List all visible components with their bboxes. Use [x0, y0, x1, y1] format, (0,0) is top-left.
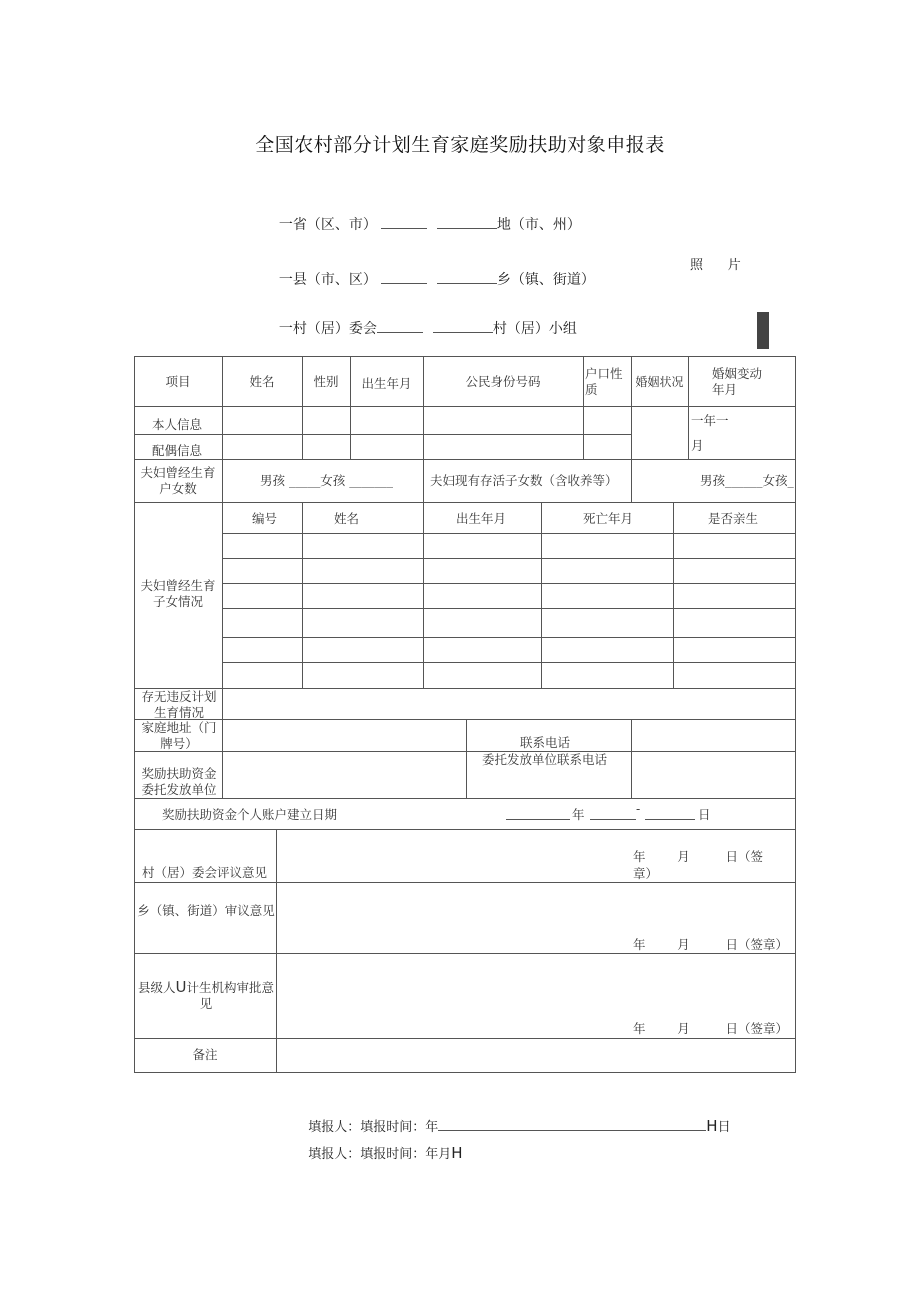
- children-born-label: 夫妇曾经生育户女数: [140, 465, 216, 496]
- account-date-label: 奖励扶助资金个人账户建立日期: [162, 807, 338, 822]
- account-day: 日: [698, 807, 711, 822]
- account-year: 年: [572, 807, 585, 822]
- county-label-u: U: [175, 978, 187, 996]
- footer-1-prefix: 填报人：填报时间：年: [308, 1120, 439, 1135]
- township-review-label: 乡（镇、街道）审议意见: [137, 903, 275, 918]
- spouse-info-label: 配偶信息: [152, 443, 203, 458]
- col-header-birth: 出生年月: [361, 376, 412, 391]
- province-line: [270, 198, 581, 234]
- col-header-item: 项目: [165, 374, 191, 389]
- marital-change-month: 月: [691, 438, 704, 453]
- village-date-2: 章）: [633, 866, 659, 881]
- col-header-marital-change: 婚姻变动年月: [712, 366, 763, 397]
- village-blank[interactable]: [377, 319, 423, 333]
- footer-1-blank[interactable]: [438, 1117, 706, 1131]
- child-col-name: 姓名: [334, 511, 360, 526]
- group-blank[interactable]: [433, 319, 493, 333]
- township-label: 乡（镇、街道）: [496, 272, 595, 288]
- child-col-birth: 出生年月: [456, 511, 507, 526]
- living-children-label: 夫妇现有存活子女数（含收养等）: [430, 473, 618, 488]
- county-blank[interactable]: [381, 270, 427, 284]
- boys-girls-born: 男孩 _____女孩 _______: [260, 473, 393, 488]
- county-approval-label: [137, 979, 275, 1012]
- page-title: 全国农村部分计划生育家庭奖励扶助对象申报表: [255, 134, 665, 156]
- province-blank[interactable]: [381, 215, 427, 229]
- county-line: [270, 253, 595, 289]
- payout-unit-label: 奖励扶助资金委托发放单位: [141, 766, 217, 797]
- prefecture-label: 地（市、州）: [496, 217, 581, 233]
- account-day-blank[interactable]: [645, 806, 695, 820]
- child-col-biological: 是否亲生: [708, 511, 759, 526]
- boys-girls-living: 男孩______女孩_: [700, 473, 794, 488]
- col-header-gender: 性别: [313, 374, 339, 389]
- village-line: [270, 302, 577, 338]
- col-header-name: 姓名: [249, 374, 275, 389]
- phone-label: 联系电话: [520, 735, 571, 750]
- child-col-num: 编号: [252, 511, 278, 526]
- account-dash: -: [636, 801, 641, 816]
- marital-change-year: 一年一: [691, 413, 729, 428]
- county-label: 一县（市、区）: [278, 272, 377, 288]
- account-year-blank[interactable]: [506, 806, 570, 820]
- violation-label: 存无违反计划生育情况: [141, 689, 217, 720]
- footer-1-h: H: [706, 1117, 718, 1135]
- col-header-id: 公民身份号码: [465, 374, 541, 389]
- photo-placeholder: [757, 312, 769, 349]
- account-month-blank[interactable]: [590, 806, 636, 820]
- county-date: 年 月 日（签章）: [633, 1021, 789, 1036]
- footer-line-2: [300, 1128, 463, 1162]
- self-info-label: 本人信息: [152, 417, 203, 432]
- col-header-marital: 婚姻状况: [635, 375, 684, 389]
- village-date: 年 月 日（签: [633, 849, 764, 864]
- group-label: 村（居）小组: [492, 321, 577, 337]
- village-review-label: 村（居）委会评议意见: [142, 865, 268, 880]
- col-header-hukou: 户口性质: [585, 366, 623, 397]
- province-label: 一省（区、市）: [278, 217, 377, 233]
- prefecture-blank[interactable]: [437, 215, 497, 229]
- county-label-a: 县级人: [137, 980, 176, 995]
- footer-2-h: H: [451, 1144, 463, 1162]
- village-label: 一村（居）委会: [278, 321, 377, 337]
- photo-label: 照 片: [690, 258, 741, 273]
- township-date: 年 月 日（签章）: [633, 937, 789, 952]
- footer-1-day: 日: [717, 1120, 731, 1135]
- children-section-label: 夫妇曾经生育子女情况: [140, 578, 216, 609]
- payout-phone-label: 委托发放单位联系电话: [482, 752, 608, 767]
- remarks-label: 备注: [192, 1047, 218, 1062]
- footer-2-prefix: 填报人：填报时间：年月: [308, 1147, 452, 1162]
- county-label-b: 计生机构审批意见: [186, 980, 274, 1011]
- township-blank[interactable]: [437, 270, 497, 284]
- child-col-death: 死亡年月: [583, 511, 634, 526]
- address-label: 家庭地址（门牌号）: [141, 720, 217, 751]
